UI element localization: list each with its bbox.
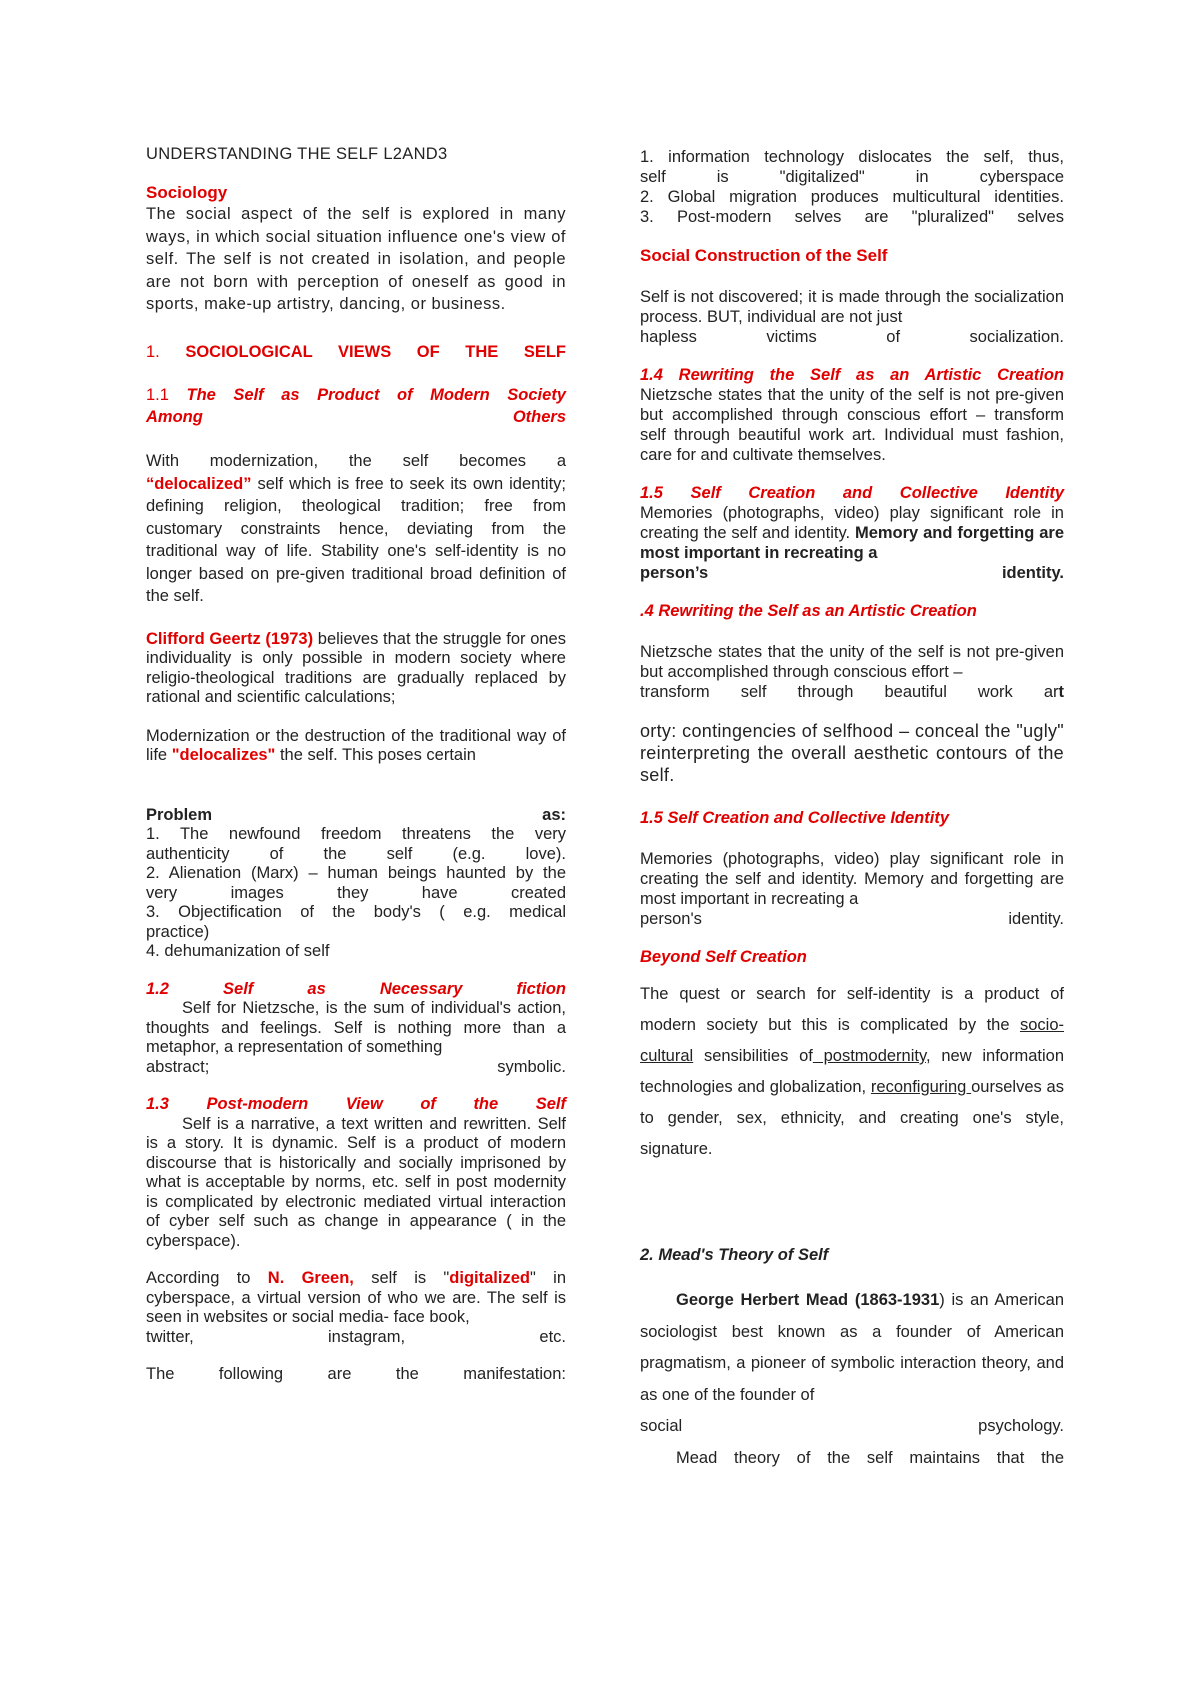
orty-paragraph: orty: contingencies of selfhood – conceal the "ugly" reinterpreting the overall aesthetic contours of the self. — [640, 721, 1064, 785]
problem-as: as: — [542, 805, 566, 824]
section-1-5-text-bold: Memory and forgetting are most important in recreating a — [640, 524, 1064, 562]
manifestation-line: The following are the manifestation: — [146, 1365, 566, 1383]
beyond-text-b: sensibilities of — [693, 1047, 813, 1065]
section-1-3-text: Self is a narrative, a text written and rewritten. Self is a story. It is dynamic. Self is a product of modern discourse that is historically and socially imprisoned by what is acceptable by norms, etc. self in post modernity is complicated by electronic mediated virtual interaction of cyber self such as change in appearance ( in the cyberspace). — [146, 1114, 566, 1250]
problem-2-line1: 2. Alienation (Marx) – human beings haunted by the — [146, 864, 566, 882]
left-column — [146, 144, 566, 1385]
problem-label: Problem — [146, 805, 213, 824]
modernization-text-a: With modernization, the self becomes a — [146, 452, 566, 470]
section-1-4-text: Nietzsche states that the unity of the self is not pre-given but accomplished through conscious effort – transform self through beautiful work art. Individual must fashion, care for and cultivate themselves. — [640, 386, 1064, 464]
mead-paragraph — [640, 1285, 1064, 1411]
section-1-4-heading: 1.4 Rewriting the Self as an Artistic Creation — [640, 366, 1064, 384]
reconfiguring-term: reconfiguring — [870, 1078, 972, 1096]
green-text-a: According to — [146, 1269, 268, 1287]
geertz-name: Clifford Geertz (1973) — [146, 629, 314, 648]
green-name: N. Green, — [267, 1269, 354, 1287]
beyond-paragraph — [640, 979, 1064, 1165]
social-construction-text: Self is not discovered; it is made through the socialization process. BUT, individual are not just — [640, 288, 1064, 326]
document-title: UNDERSTANDING THE SELF L2AND3 — [146, 145, 448, 163]
section-1-2-heading: 1.2 Self as Necessary fiction — [146, 979, 566, 998]
section-1-5-text-plain: Memories (photographs, video) play significant role in creating the self and identity. — [640, 504, 1064, 542]
section-1-1-title: The Self as Product of Modern Society — [186, 386, 566, 404]
problem-3-line2: practice) — [146, 922, 210, 941]
problem-4: 4. dehumanization of self — [146, 942, 330, 960]
beyond-text-c: new information technologies and globalization, — [640, 1047, 1064, 1096]
mead-name: George Herbert Mead (1863-1931 — [676, 1291, 940, 1309]
section-4-text-end-main: transform self through beautiful work ar — [640, 683, 1059, 701]
problem-1-line2: authenticity of the self (e.g. love). — [146, 844, 566, 863]
digitalized-term: digitalized — [449, 1269, 530, 1287]
socio-cultural-term: socio-cultural — [640, 1016, 1064, 1065]
section-1-5b-heading: 1.5 Self Creation and Collective Identity — [640, 809, 949, 827]
social-construction-heading: Social Construction of the Self — [640, 246, 888, 265]
social-construction-text-end: hapless victims of socialization. — [640, 328, 1064, 346]
problem-heading — [146, 806, 566, 826]
section-1-5b-text: Memories (photographs, video) play significant role in creating the self and identity. Memory and forgetting are most important in recreating a — [640, 850, 1064, 908]
mead-theory-line: Mead theory of the self maintains that the — [676, 1448, 1064, 1467]
geertz-text: believes that the struggle for ones individuality is only possible in modern society where religio-theological traditions are gradually replaced by rational and scientific calculations; — [146, 629, 566, 706]
section-1-5b-text-end: person's identity. — [640, 910, 1064, 928]
info-1-line2: self is "digitalized" in cyberspace — [640, 168, 1064, 186]
sociology-heading: Sociology — [146, 182, 228, 202]
section-1-1-title-among: Among — [146, 407, 203, 426]
right-column — [640, 147, 1064, 1474]
section-4-text-end — [640, 682, 1064, 702]
modernization-paragraph — [146, 450, 566, 608]
section-1-5-text — [640, 503, 1064, 563]
section-1-1-number: 1.1 — [146, 386, 169, 404]
info-1-line1: 1. information technology dislocates the self, thus, — [640, 148, 1064, 166]
geertz-paragraph — [146, 630, 566, 708]
section-1-1-heading-line1 — [146, 385, 566, 407]
sociology-paragraph: The social aspect of the self is explored in many ways, in which social situation influence one's view of self. The self is not created in isolation, and people are not born with perception of oneself as good in sports, make-up artistry, dancing, or business. — [146, 205, 566, 313]
info-2: 2. Global migration produces multicultural identities. — [640, 188, 1064, 206]
beyond-text-a: The quest or search for self-identity is a product of modern society but this is complicated by the — [640, 985, 1064, 1034]
section-2-heading: 2. Mead's Theory of Self — [640, 1246, 829, 1264]
section-1-heading — [146, 342, 566, 364]
section-1-5-text-end: person’s identity. — [640, 564, 1064, 582]
problem-2-line2: very images they have created — [146, 883, 566, 902]
section-1-2-text: Self for Nietzsche, is the sum of individual's action, thoughts and feelings. Self is nothing more than a metaphor, a representation of something — [146, 999, 566, 1056]
beyond-heading: Beyond Self Creation — [640, 948, 807, 966]
section-1-number: 1. — [146, 342, 160, 361]
destruction-text-b: the self. This poses certain — [275, 746, 476, 764]
green-platforms: twitter, instagram, etc. — [146, 1327, 566, 1346]
section-4-heading: .4 Rewriting the Self as an Artistic Creation — [640, 602, 977, 620]
problem-3-line1: 3. Objectification of the body's ( e.g. medical — [146, 903, 566, 921]
problem-1-line1: 1. The newfound freedom threatens the very — [146, 825, 566, 843]
section-1-5-heading: 1.5 Self Creation and Collective Identity — [640, 484, 1064, 502]
section-1-3-heading: 1.3 Post-modern View of the Self — [146, 1095, 566, 1113]
section-4-text: Nietzsche states that the unity of the self is not pre-given but accomplished through conscious effort – — [640, 643, 1064, 681]
section-1-title: SOCIOLOGICAL VIEWS OF THE SELF — [185, 342, 566, 361]
postmodernity-term: postmodernity, — [812, 1047, 931, 1065]
section-1-1-title-others: Others — [512, 407, 566, 426]
beyond-text-d: ourselves as to gender, sex, ethnicity, and creating one's style, signature. — [640, 1078, 1064, 1158]
section-1-2-text-end: abstract; symbolic. — [146, 1057, 566, 1076]
green-paragraph — [146, 1269, 566, 1328]
destruction-text-a: Modernization or the destruction of the traditional way of life — [146, 726, 566, 764]
green-text-b: self is " — [353, 1269, 450, 1287]
mead-text: ) is an American sociologist best known as a founder of American pragmatism, a pioneer of symbolic interaction theory, and as one of the founder of — [640, 1291, 1065, 1404]
delocalizes-term: "delocalizes" — [171, 746, 276, 764]
delocalized-term: “delocalized” — [146, 474, 252, 493]
green-text-c: " in cyberspace, a virtual version of who we are. The self is seen in websites or social media- face book, — [146, 1269, 566, 1326]
mead-paragraph-end: social psychology. — [640, 1417, 1064, 1435]
section-1-1-heading-line2 — [146, 407, 566, 429]
info-3: 3. Post-modern selves are "pluralized" selves — [640, 208, 1064, 226]
modernization-text-b: self which is free to seek its own identity; defining religion, theological tradition; free from customary constraints hence, deviating from the traditional way of life. Stability one's self-identity is no longer based on pre-given traditional broad definition of the self. — [146, 474, 566, 605]
section-4-text-end-t: t — [1058, 683, 1064, 701]
destruction-paragraph — [146, 727, 566, 766]
